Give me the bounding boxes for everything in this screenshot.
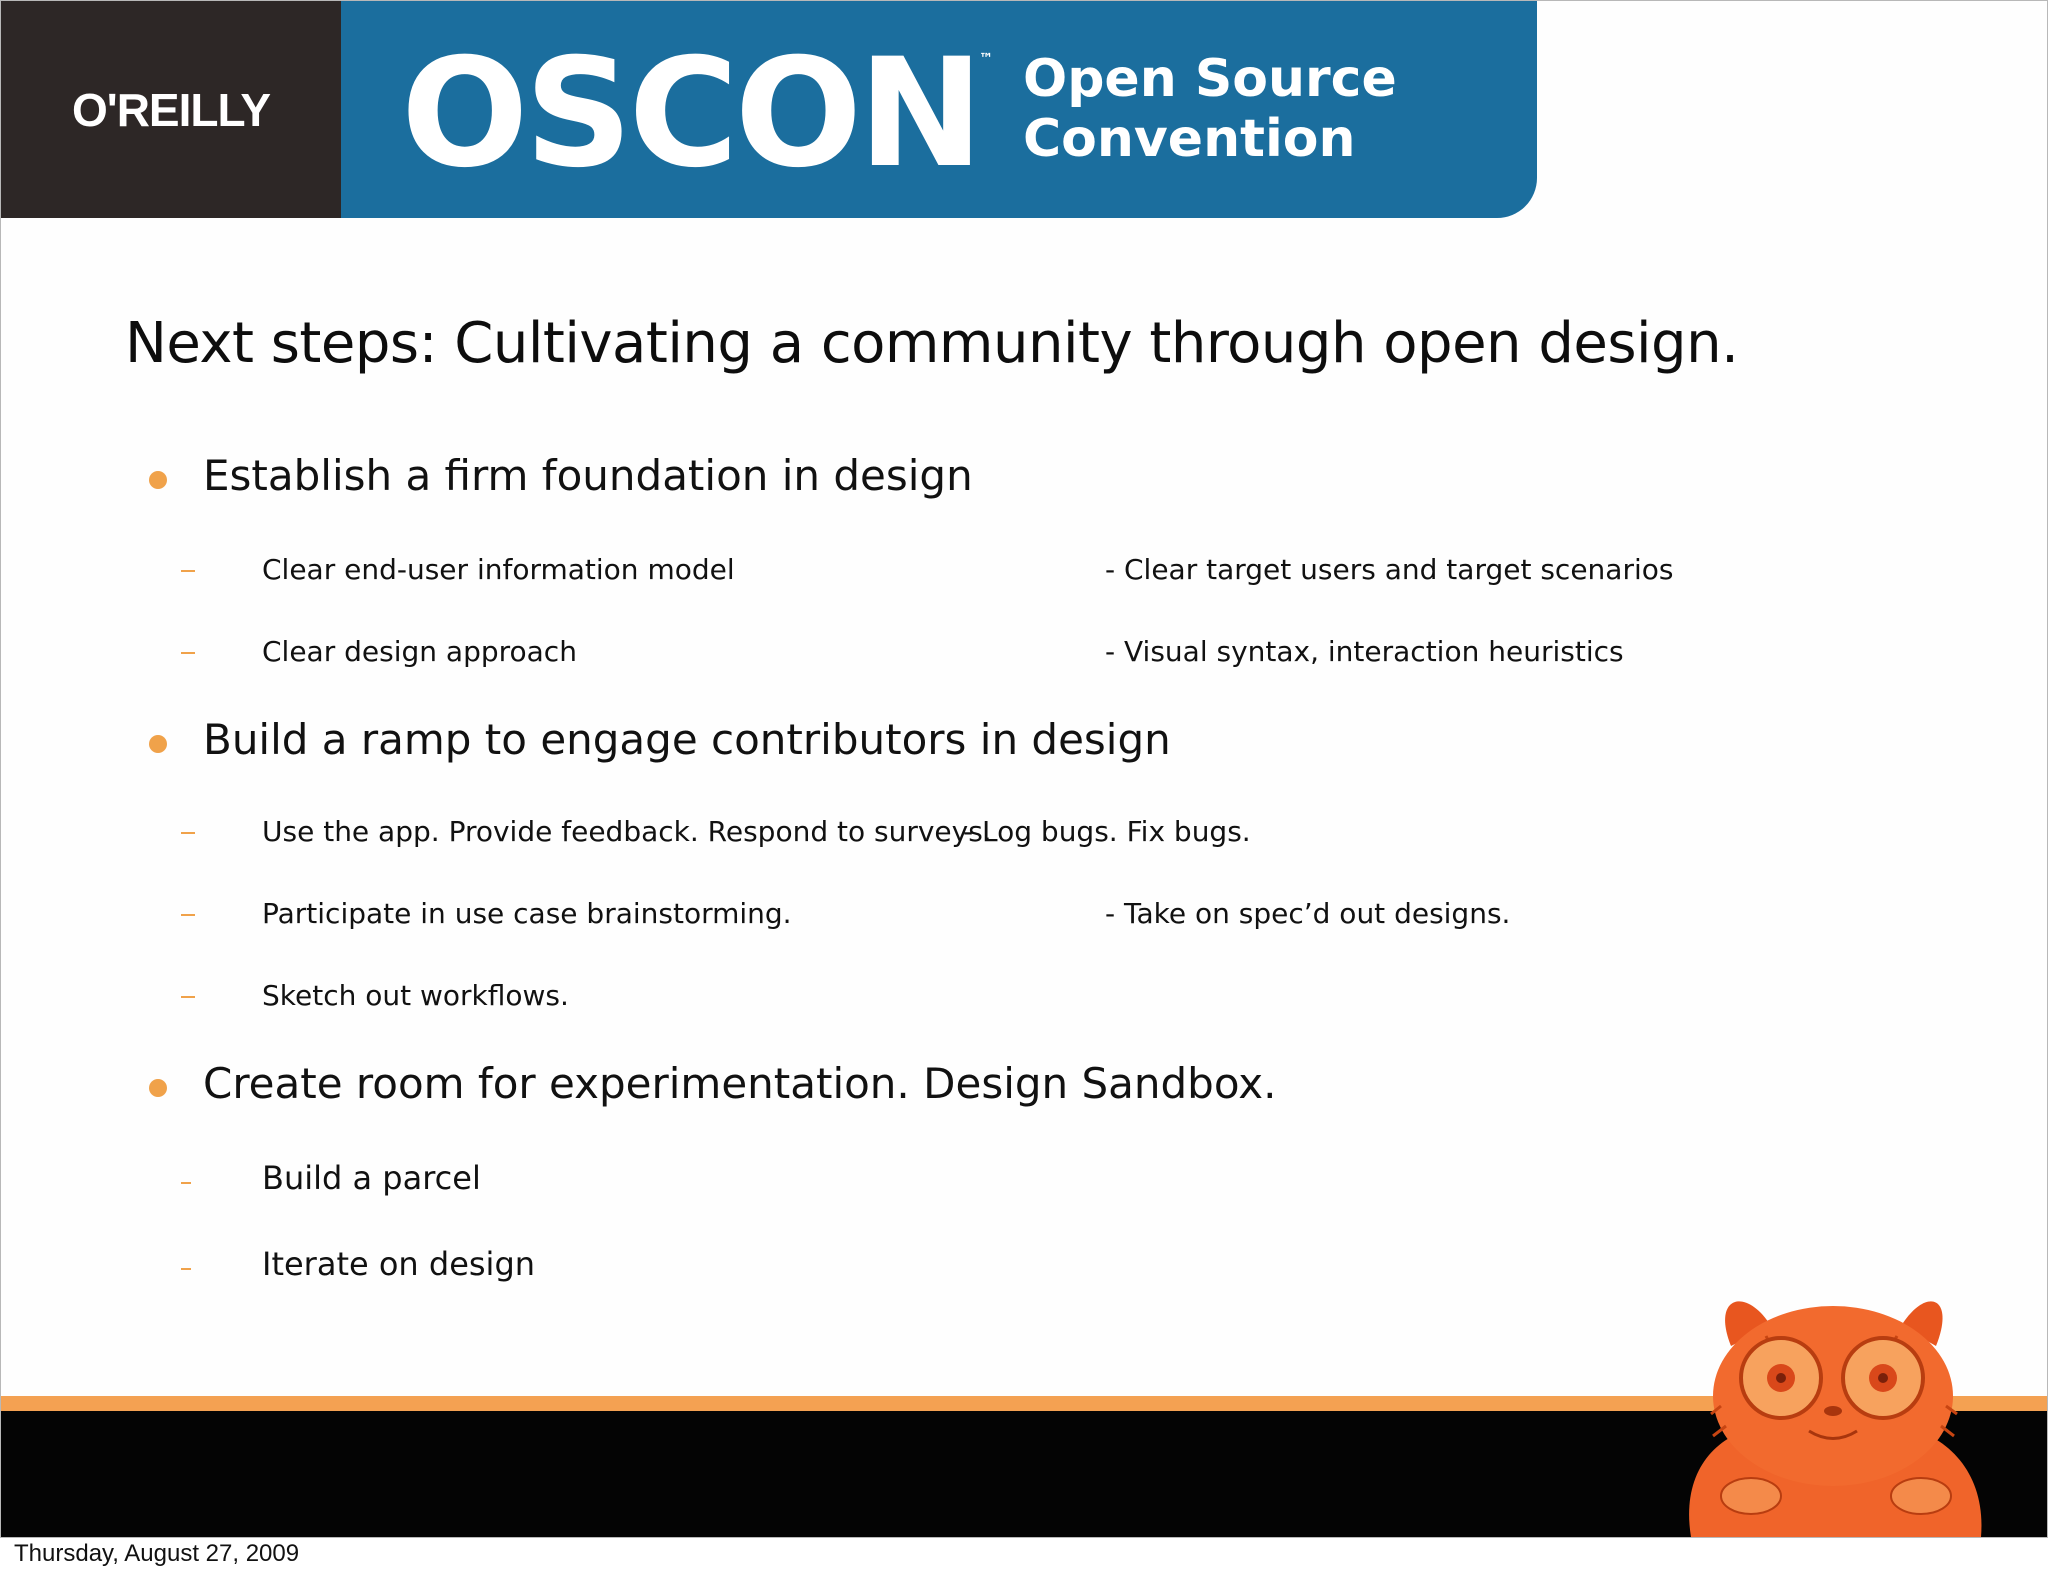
bullet-2-sub-1-right: - Log bugs. Fix bugs. bbox=[963, 815, 1251, 848]
tagline-line-2: Convention bbox=[1023, 109, 1356, 169]
bullet-dot bbox=[149, 735, 167, 753]
sub-bullet-dash bbox=[181, 652, 195, 654]
tagline-line-1: Open Source bbox=[1023, 49, 1397, 109]
oscon-tagline bbox=[1023, 49, 1397, 169]
bullet-1-sub-2-left: Clear design approach bbox=[262, 635, 577, 668]
trademark-symbol: ™ bbox=[979, 51, 993, 67]
bullet-2-sub-3-left: Sketch out workflows. bbox=[262, 979, 569, 1012]
bullet-1-text: Establish a firm foundation in design bbox=[203, 451, 973, 500]
oscon-header-block bbox=[341, 1, 1537, 218]
bullet-1-sub-1-right: - Clear target users and target scenarios bbox=[1105, 553, 1674, 586]
bullet-3-sub-2: Iterate on design bbox=[262, 1245, 536, 1283]
sub-bullet-dash bbox=[181, 1182, 191, 1184]
bullet-3-sub-1: Build a parcel bbox=[262, 1159, 481, 1197]
oreilly-logo: O'REILLY bbox=[71, 83, 271, 136]
sub-bullet-dash bbox=[181, 914, 195, 916]
bullet-1-sub-2-right: - Visual syntax, interaction heuristics bbox=[1105, 635, 1624, 668]
sub-bullet-dash bbox=[181, 570, 195, 572]
bullet-2-sub-2-left: Participate in use case brainstorming. bbox=[262, 897, 792, 930]
slide-title: Next steps: Cultivating a community through open design. bbox=[125, 311, 1739, 376]
oreilly-header-block bbox=[1, 1, 341, 218]
bullet-dot bbox=[149, 471, 167, 489]
date-caption: Thursday, August 27, 2009 bbox=[14, 1540, 300, 1567]
oscon-logo: OSCON bbox=[401, 27, 980, 201]
bullet-1-sub-1-left: Clear end-user information model bbox=[262, 553, 735, 586]
bullet-2-sub-1-left: Use the app. Provide feedback. Respond to surveys. bbox=[262, 815, 992, 848]
sub-bullet-dash bbox=[181, 996, 195, 998]
bullet-3-text: Create room for experimentation. Design Sandbox. bbox=[203, 1059, 1277, 1108]
bullet-2-sub-2-right: - Take on spec’d out designs. bbox=[1105, 897, 1511, 930]
sub-bullet-dash bbox=[181, 832, 195, 834]
tarsier-mascot-illustration bbox=[1651, 1286, 2011, 1537]
bullet-dot bbox=[149, 1079, 167, 1097]
bullet-2-text: Build a ramp to engage contributors in design bbox=[203, 715, 1171, 764]
sub-bullet-dash bbox=[181, 1268, 191, 1270]
